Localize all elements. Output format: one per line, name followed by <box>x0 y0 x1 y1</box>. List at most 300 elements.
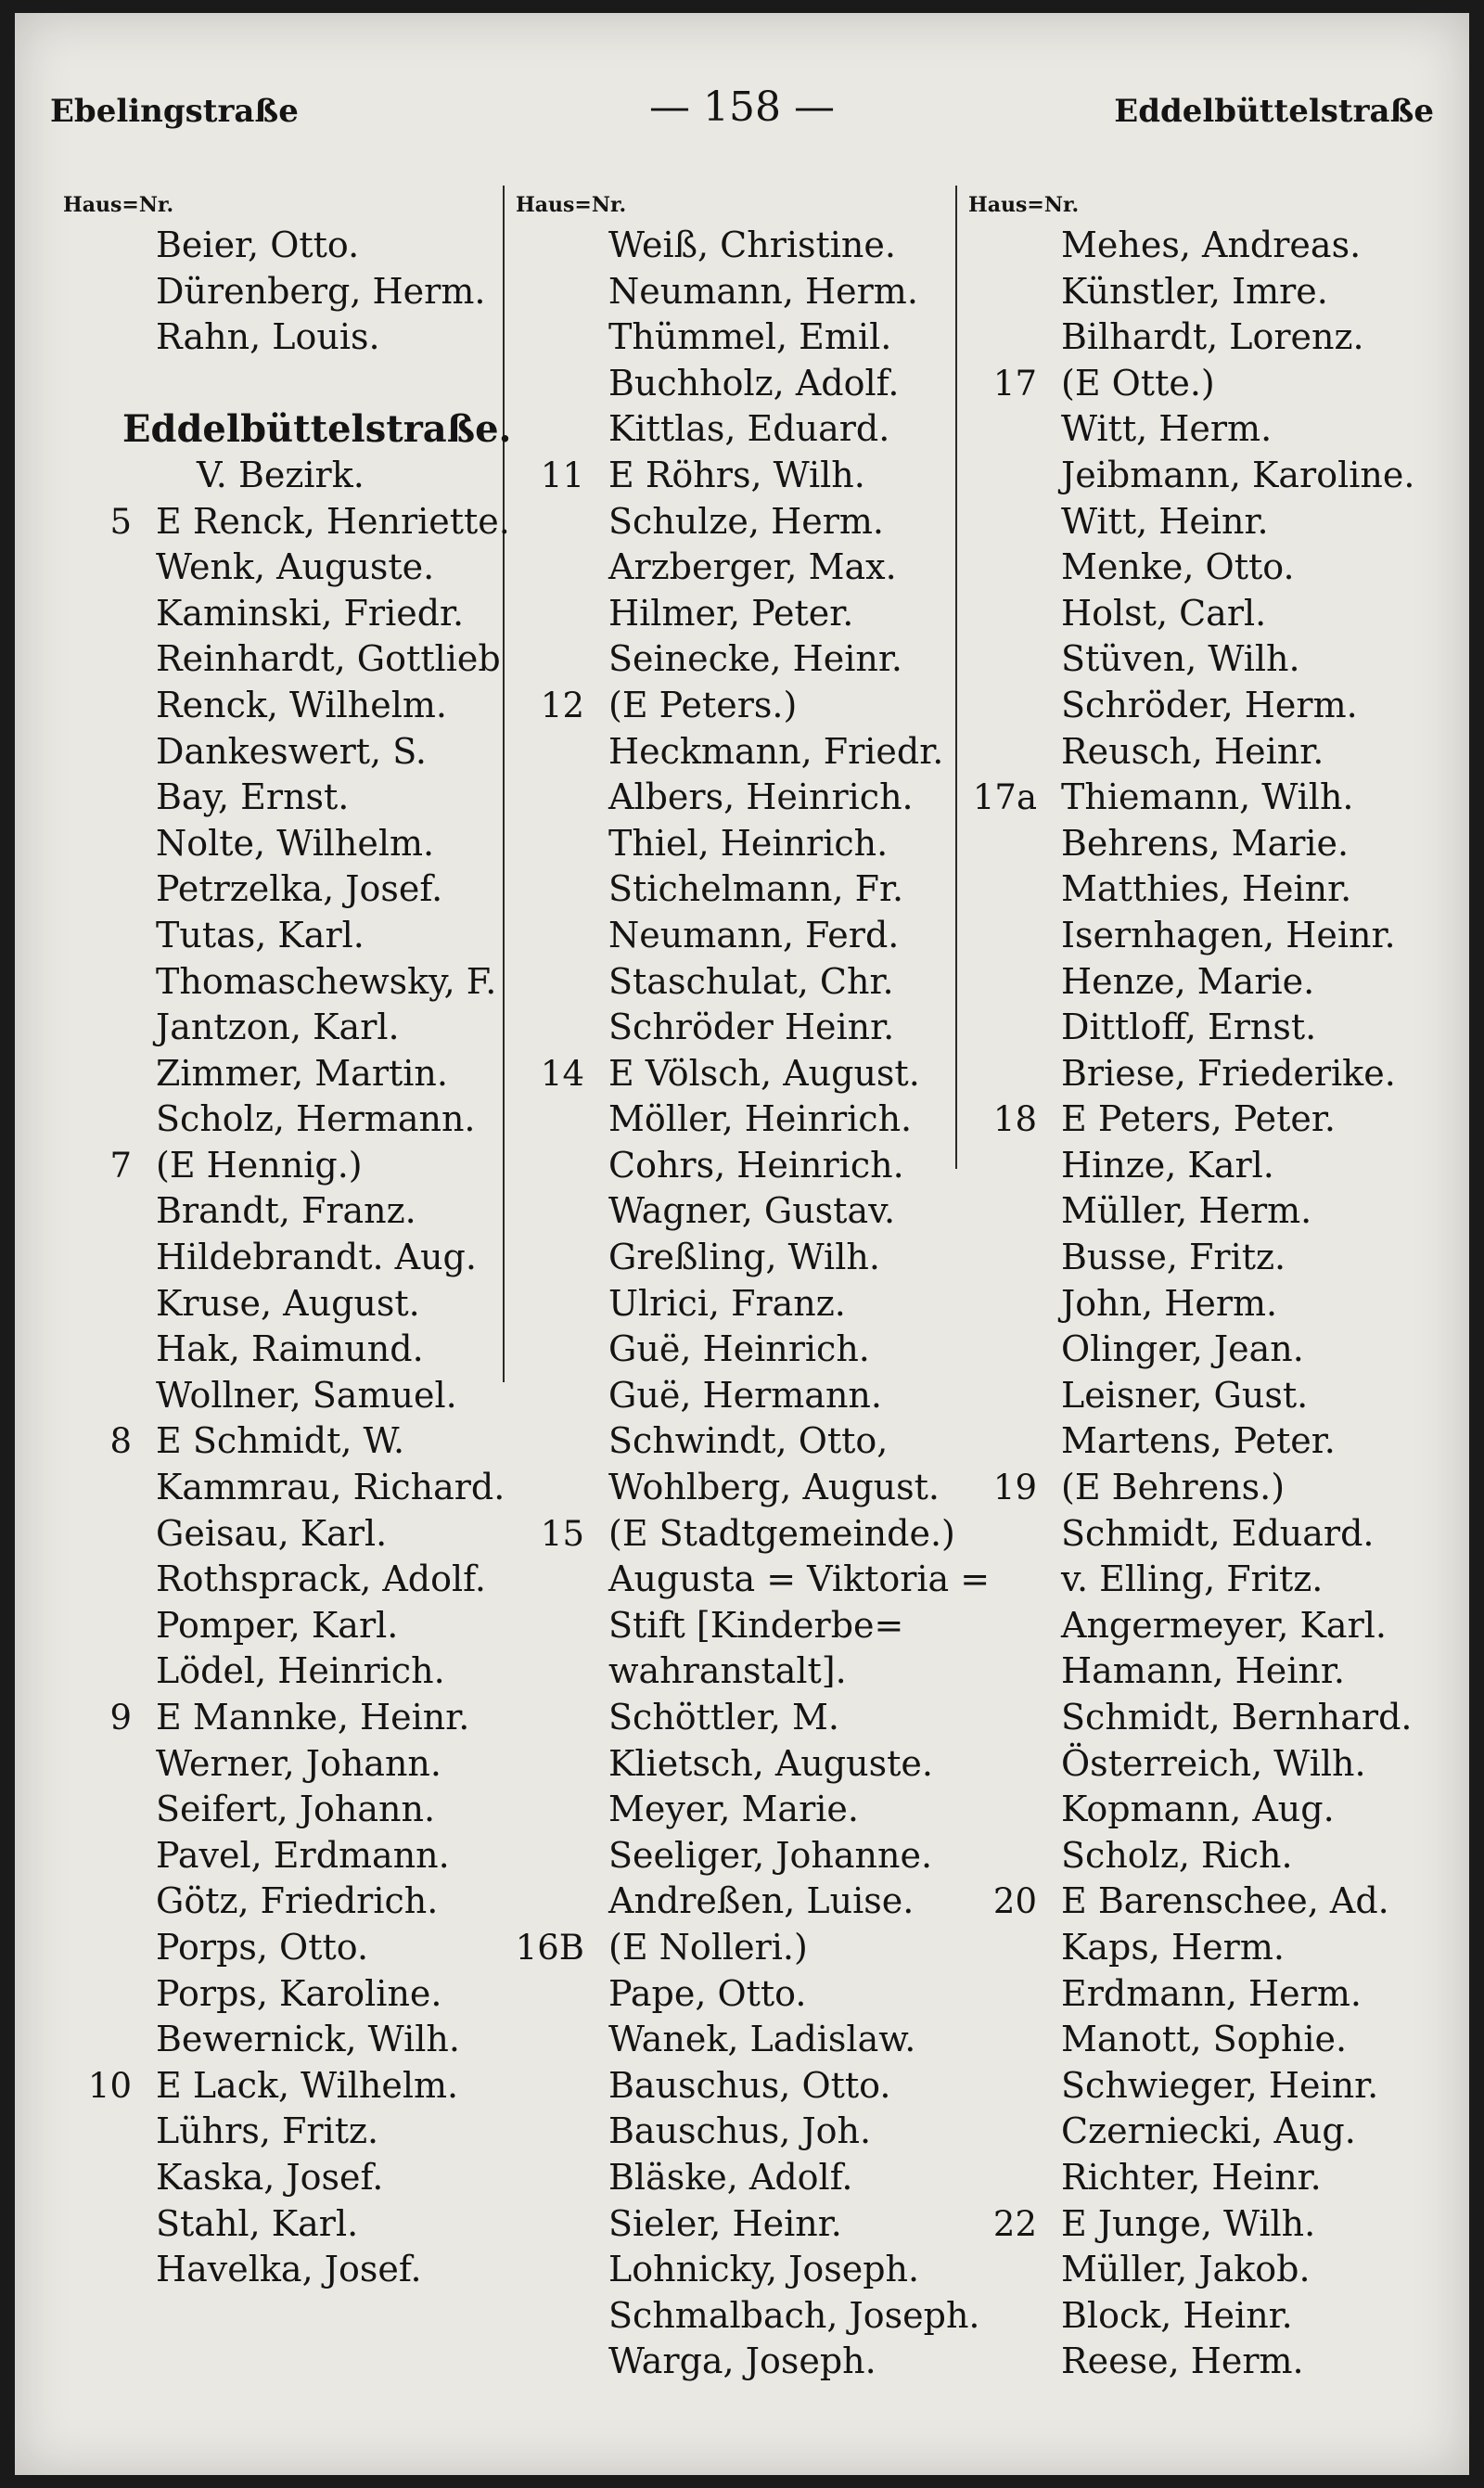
directory-entry <box>957 1005 1439 1051</box>
directory-entry <box>505 1879 959 1925</box>
directory-entry <box>52 1695 506 1741</box>
resident-name: Meyer, Marie. <box>608 1789 859 1830</box>
resident-name: E Mannke, Heinr. <box>156 1697 470 1738</box>
resident-name: Kopmann, Aug. <box>1061 1789 1335 1830</box>
directory-entry <box>52 1925 506 1971</box>
directory-page <box>15 13 1469 2475</box>
resident-name: Tutas, Karl. <box>156 914 365 955</box>
resident-name: Witt, Herm. <box>1061 408 1273 450</box>
directory-entry <box>505 1833 959 1879</box>
resident-name: Porps, Otto. <box>156 1926 369 1968</box>
resident-name: Block, Heinr. <box>1061 2294 1293 2336</box>
directory-entry <box>957 1465 1439 1511</box>
directory-entry <box>52 913 506 959</box>
directory-entry <box>957 2247 1439 2293</box>
directory-entry <box>505 775 959 821</box>
directory-entry <box>957 683 1439 729</box>
directory-entry <box>52 1281 506 1327</box>
street-heading <box>52 406 512 453</box>
house-number: 16B <box>515 1927 584 1968</box>
house-number: 10 <box>87 2065 132 2106</box>
directory-entry <box>52 821 506 867</box>
resident-name: Richter, Heinr. <box>1061 2156 1322 2198</box>
resident-name: Dürenberg, Herm. <box>156 270 486 312</box>
resident-name: E Junge, Wilh. <box>1061 2202 1316 2244</box>
resident-name: Mehes, Andreas. <box>1061 224 1362 265</box>
directory-entry <box>52 2247 506 2293</box>
resident-name: Klietsch, Auguste. <box>608 1742 933 1784</box>
house-number: 20 <box>992 1881 1037 1922</box>
directory-entry <box>52 1005 506 1051</box>
directory-entry <box>52 314 506 361</box>
directory-entry <box>505 1327 959 1373</box>
resident-name: Renck, Wilhelm. <box>156 684 447 725</box>
directory-entry <box>957 1603 1439 1649</box>
house-number: 19 <box>992 1468 1037 1508</box>
resident-name: Wenk, Auguste. <box>156 546 435 588</box>
resident-name: Guë, Hermann. <box>608 1374 882 1416</box>
directory-entry <box>505 1603 959 1649</box>
resident-name: Neumann, Ferd. <box>608 914 900 955</box>
resident-name: Wollner, Samuel. <box>156 1374 457 1416</box>
resident-name: (E Nolleri.) <box>608 1926 808 1968</box>
directory-entry <box>52 1051 506 1097</box>
directory-entry <box>52 1971 506 2018</box>
directory-entry <box>505 1787 959 1833</box>
resident-name: Matthies, Heinr. <box>1061 868 1352 910</box>
directory-entry <box>505 1741 959 1788</box>
house-number: 11 <box>540 455 584 495</box>
directory-entry <box>957 1879 1439 1925</box>
directory-entry <box>52 1648 506 1695</box>
directory-entry <box>505 2063 959 2110</box>
district-label <box>52 453 506 499</box>
resident-name: Greßling, Wilh. <box>608 1237 880 1278</box>
directory-entry <box>52 1741 506 1788</box>
directory-entry <box>505 1971 959 2018</box>
directory-entry <box>957 1695 1439 1741</box>
resident-name: Beier, Otto. <box>156 224 360 265</box>
resident-name: Thiemann, Wilh. <box>1061 776 1354 818</box>
directory-entry <box>957 1787 1439 1833</box>
right-street-header: Eddelbüttelstraße <box>1114 93 1434 130</box>
directory-entry <box>957 453 1439 499</box>
resident-name: Thümmel, Emil. <box>608 316 892 358</box>
directory-entry <box>52 1188 506 1235</box>
directory-entry <box>957 223 1439 269</box>
resident-name: Martens, Peter. <box>1061 1420 1336 1462</box>
resident-name: Czerniecki, Aug. <box>1061 2110 1356 2152</box>
directory-entry <box>505 545 959 591</box>
directory-entry <box>505 1188 959 1235</box>
resident-name: (E Otte.) <box>1061 362 1215 404</box>
directory-entry <box>505 1373 959 1419</box>
directory-entry <box>52 729 506 776</box>
resident-name: Angermeyer, Karl. <box>1061 1604 1387 1646</box>
directory-entry <box>957 2293 1439 2340</box>
resident-name: Brandt, Franz. <box>156 1190 416 1232</box>
house-number-column-label: Haus=Nr. <box>968 193 1080 217</box>
directory-entry <box>52 2201 506 2248</box>
resident-name: Schröder Heinr. <box>608 1007 895 1048</box>
resident-name: Staschulat, Chr. <box>608 960 894 1002</box>
resident-name: Götz, Friedrich. <box>156 1880 439 1922</box>
directory-entry <box>505 1925 959 1971</box>
resident-name: Dankeswert, S. <box>156 730 427 772</box>
resident-name: Reese, Herm. <box>1061 2341 1304 2382</box>
resident-name: Schmidt, Bernhard. <box>1061 1697 1413 1738</box>
resident-name: Möller, Heinrich. <box>608 1098 913 1140</box>
house-number: 22 <box>992 2203 1037 2244</box>
directory-entry <box>505 269 959 315</box>
resident-name: E Röhrs, Wilh. <box>608 454 865 495</box>
directory-entry <box>957 314 1439 361</box>
resident-name: E Lack, Wilhelm. <box>156 2064 459 2106</box>
directory-entry <box>52 1143 506 1189</box>
resident-name: Busse, Fritz. <box>1061 1237 1286 1278</box>
resident-name: v. Elling, Fritz. <box>1061 1558 1324 1600</box>
directory-entry <box>52 1879 506 1925</box>
directory-entry <box>505 1418 959 1465</box>
directory-entry <box>505 729 959 776</box>
directory-entry <box>957 2017 1439 2063</box>
resident-name: Hamann, Heinr. <box>1061 1650 1345 1692</box>
resident-name: wahranstalt]. <box>608 1650 847 1692</box>
house-number: 7 <box>109 1145 132 1186</box>
resident-name: Olinger, Jean. <box>1061 1328 1304 1370</box>
directory-entry <box>957 913 1439 959</box>
resident-name: Porps, Karoline. <box>156 1972 442 2014</box>
directory-entry <box>505 453 959 499</box>
resident-name: E Völsch, August. <box>608 1052 920 1094</box>
resident-name: Bauschus, Joh. <box>608 2110 872 2152</box>
resident-name: Neumann, Herm. <box>608 270 918 312</box>
resident-name: Kittlas, Eduard. <box>608 408 890 450</box>
directory-entry <box>52 545 506 591</box>
resident-name: Behrens, Marie. <box>1061 822 1350 864</box>
directory-entry <box>957 545 1439 591</box>
resident-name: Zimmer, Martin. <box>156 1052 448 1094</box>
house-number-column-label: Haus=Nr. <box>516 193 627 217</box>
directory-entry <box>52 636 506 683</box>
resident-name: John, Herm. <box>1061 1282 1278 1324</box>
directory-entry <box>505 223 959 269</box>
directory-entry <box>957 1511 1439 1558</box>
directory-entry <box>52 1373 506 1419</box>
directory-entry <box>505 866 959 913</box>
directory-entry <box>505 683 959 729</box>
resident-name: Augusta = Viktoria = <box>608 1558 991 1600</box>
resident-name: Kruse, August. <box>156 1282 420 1324</box>
resident-name: Henze, Marie. <box>1061 960 1315 1002</box>
resident-name: Künstler, Imre. <box>1061 270 1328 312</box>
resident-name: Havelka, Josef. <box>156 2249 422 2290</box>
directory-entry <box>505 1648 959 1695</box>
resident-name: Holst, Carl. <box>1061 592 1267 634</box>
resident-name: Jantzon, Karl. <box>156 1007 400 1048</box>
directory-entry <box>52 1418 506 1465</box>
page-number: — 158 — <box>649 83 835 131</box>
resident-name: Geisau, Karl. <box>156 1512 388 1554</box>
house-number: 17 <box>992 363 1037 404</box>
resident-name: Andreßen, Luise. <box>608 1880 915 1922</box>
resident-name: Schmidt, Eduard. <box>1061 1512 1375 1554</box>
house-number: 12 <box>540 685 584 725</box>
resident-name: Reusch, Heinr. <box>1061 730 1324 772</box>
directory-entry <box>52 1603 506 1649</box>
resident-name: Pavel, Erdmann. <box>156 1834 450 1876</box>
resident-name: Menke, Otto. <box>1061 546 1295 588</box>
directory-entry <box>957 1418 1439 1465</box>
house-number: 8 <box>109 1421 132 1462</box>
resident-name: Seinecke, Heinr. <box>608 638 902 680</box>
directory-entry <box>505 1097 959 1143</box>
resident-name: V. Bezirk. <box>197 454 365 495</box>
resident-name: Heckmann, Friedr. <box>608 730 944 772</box>
resident-name: Arzberger, Max. <box>608 546 897 588</box>
resident-name: Kaminski, Friedr. <box>156 592 465 634</box>
resident-name: (E Hennig.) <box>156 1144 363 1186</box>
directory-entry <box>52 866 506 913</box>
directory-entry <box>505 821 959 867</box>
resident-name: Seeliger, Johanne. <box>608 1834 933 1876</box>
resident-name: E Renck, Henriette. <box>156 500 510 542</box>
directory-entry <box>52 1787 506 1833</box>
resident-name: Wanek, Ladislaw. <box>608 2019 916 2060</box>
house-number-column-label: Haus=Nr. <box>63 193 174 217</box>
directory-entry <box>52 361 506 407</box>
running-head <box>15 83 1469 132</box>
resident-name: Bewernick, Wilh. <box>156 2019 460 2060</box>
directory-entry <box>505 499 959 545</box>
resident-name: Albers, Heinrich. <box>608 776 914 818</box>
resident-name: Hilmer, Peter. <box>608 592 854 634</box>
resident-name: Bay, Ernst. <box>156 776 350 818</box>
resident-name: Bauschus, Otto. <box>608 2064 891 2106</box>
resident-name: Petrzelka, Josef. <box>156 868 443 910</box>
directory-entry <box>52 683 506 729</box>
directory-entry <box>505 591 959 637</box>
directory-entry <box>505 1465 959 1511</box>
directory-entry <box>505 314 959 361</box>
resident-name: Thomaschewsky, F. <box>156 960 497 1002</box>
directory-entry <box>52 959 506 1006</box>
resident-name: (E Stadtgemeinde.) <box>608 1512 955 1554</box>
directory-entry <box>957 1373 1439 1419</box>
resident-name: Buchholz, Adolf. <box>608 362 900 404</box>
resident-name: Schwindt, Otto, <box>608 1420 889 1462</box>
resident-name: Lohnicky, Joseph. <box>608 2249 920 2290</box>
directory-entry <box>505 636 959 683</box>
directory-entry <box>505 1235 959 1281</box>
resident-name: E Barenschee, Ad. <box>1061 1880 1389 1922</box>
directory-entry <box>505 2247 959 2293</box>
resident-name: Cohrs, Heinrich. <box>608 1144 904 1186</box>
directory-entry <box>957 591 1439 637</box>
directory-entry <box>505 1051 959 1097</box>
directory-entry <box>52 1235 506 1281</box>
directory-entry <box>52 2109 506 2155</box>
resident-name: Wohlberg, August. <box>608 1467 940 1508</box>
directory-entry <box>957 361 1439 407</box>
directory-entry <box>52 2063 506 2110</box>
resident-name: Schröder, Herm. <box>1061 684 1358 725</box>
resident-name: Bläske, Adolf. <box>608 2156 853 2198</box>
directory-entry <box>505 1511 959 1558</box>
resident-name: Ulrici, Franz. <box>608 1282 846 1324</box>
resident-name: Witt, Heinr. <box>1061 500 1269 542</box>
directory-entry <box>52 1465 506 1511</box>
directory-entry <box>52 2155 506 2201</box>
directory-entry <box>957 729 1439 776</box>
directory-entry <box>957 866 1439 913</box>
resident-name: Kammrau, Richard. <box>156 1467 505 1508</box>
directory-entry <box>957 499 1439 545</box>
resident-name: Bilhardt, Lorenz. <box>1061 316 1364 358</box>
directory-entry <box>505 1557 991 1603</box>
directory-entry <box>505 2339 959 2385</box>
resident-name: Schulze, Herm. <box>608 500 884 542</box>
directory-entry <box>505 361 959 407</box>
resident-name: Rothsprack, Adolf. <box>156 1558 486 1600</box>
directory-entry <box>52 223 506 269</box>
resident-name: E Peters, Peter. <box>1061 1098 1336 1140</box>
resident-name: Hak, Raimund. <box>156 1328 424 1370</box>
directory-entry <box>957 1235 1439 1281</box>
resident-name: Leisner, Gust. <box>1061 1374 1309 1416</box>
directory-entry <box>505 913 959 959</box>
directory-entry <box>957 959 1439 1006</box>
resident-name: Müller, Jakob. <box>1061 2249 1311 2290</box>
resident-name: Stichelmann, Fr. <box>608 868 904 910</box>
resident-name: Reinhardt, Gottlieb <box>156 638 501 680</box>
directory-entry <box>957 775 1439 821</box>
directory-entry <box>505 2201 959 2248</box>
resident-name: Scholz, Rich. <box>1061 1834 1293 1876</box>
directory-entry <box>52 775 506 821</box>
directory-entry <box>957 1051 1439 1097</box>
directory-entry <box>957 1188 1439 1235</box>
resident-name: Isernhagen, Heinr. <box>1061 914 1396 955</box>
resident-name: Guë, Heinrich. <box>608 1328 870 1370</box>
directory-entry <box>957 1097 1439 1143</box>
directory-entry <box>957 1557 1439 1603</box>
resident-name: Hinze, Karl. <box>1061 1144 1274 1186</box>
directory-entry <box>52 2017 506 2063</box>
directory-entry <box>505 1281 959 1327</box>
resident-name: Lödel, Heinrich. <box>156 1650 445 1692</box>
resident-name: Seifert, Johann. <box>156 1789 436 1830</box>
house-number: 5 <box>109 501 132 542</box>
directory-entry <box>505 2017 959 2063</box>
left-street-header: Ebelingstraße <box>50 93 299 130</box>
resident-name: Stüven, Wilh. <box>1061 638 1300 680</box>
house-number: 17a <box>972 777 1037 818</box>
house-number: 15 <box>540 1513 584 1554</box>
resident-name: (E Behrens.) <box>1061 1467 1286 1508</box>
resident-name: Warga, Joseph. <box>608 2341 876 2382</box>
directory-entry <box>957 1648 1439 1695</box>
resident-name: Müller, Herm. <box>1061 1190 1312 1232</box>
resident-name: Werner, Johann. <box>156 1742 441 1784</box>
resident-name: Sieler, Heinr. <box>608 2202 842 2244</box>
directory-entry <box>505 1143 959 1189</box>
resident-name: Kaps, Herm. <box>1061 1926 1285 1968</box>
resident-name: Thiel, Heinrich. <box>608 822 889 864</box>
directory-entry <box>957 406 1439 453</box>
directory-entry <box>52 1327 506 1373</box>
resident-name: Manott, Sophie. <box>1061 2019 1348 2060</box>
resident-name: Schmalbach, Joseph. <box>608 2294 980 2336</box>
house-number: 18 <box>992 1099 1037 1140</box>
directory-entry <box>52 1833 506 1879</box>
resident-name: Stahl, Karl. <box>156 2202 359 2244</box>
directory-entry <box>52 269 506 315</box>
resident-name: Nolte, Wilhelm. <box>156 822 435 864</box>
resident-name: Österreich, Wilh. <box>1061 1742 1366 1784</box>
directory-entry <box>505 1005 959 1051</box>
resident-name: Hildebrandt. Aug. <box>156 1237 477 1278</box>
resident-name: Briese, Friederike. <box>1061 1052 1396 1094</box>
directory-entry <box>957 2155 1439 2201</box>
resident-name: E Schmidt, W. <box>156 1420 405 1462</box>
directory-entry <box>505 2109 959 2155</box>
resident-name: Dittloff, Ernst. <box>1061 1007 1317 1048</box>
column-1 <box>52 187 512 2293</box>
column-2 <box>505 187 991 2385</box>
directory-entry <box>957 1971 1439 2018</box>
resident-name: Rahn, Louis. <box>156 316 380 358</box>
directory-entry <box>52 1097 506 1143</box>
resident-name: Stift [Kinderbe= <box>608 1604 904 1646</box>
house-number: 9 <box>109 1698 132 1738</box>
directory-entry <box>957 2339 1439 2385</box>
resident-name: Pape, Otto. <box>608 1972 807 2014</box>
directory-entry <box>957 1327 1439 1373</box>
resident-name: Weiß, Christine. <box>608 224 896 265</box>
directory-entry <box>505 959 959 1006</box>
directory-entry <box>957 2201 1439 2248</box>
resident-name: Scholz, Hermann. <box>156 1098 476 1140</box>
directory-entry <box>957 1741 1439 1788</box>
resident-name: Schöttler, M. <box>608 1697 839 1738</box>
directory-entry <box>957 1143 1439 1189</box>
directory-entry <box>957 821 1439 867</box>
directory-entry <box>957 1833 1439 1879</box>
directory-entry <box>52 1557 506 1603</box>
directory-entry <box>505 2293 980 2340</box>
resident-name: Wagner, Gustav. <box>608 1190 896 1232</box>
house-number: 14 <box>540 1053 584 1094</box>
resident-name: Jeibmann, Karoline. <box>1061 454 1415 495</box>
directory-entry <box>505 406 959 453</box>
resident-name: Erdmann, Herm. <box>1061 1972 1362 2014</box>
resident-name: Eddelbüttelstraße. <box>122 407 512 452</box>
column-3 <box>957 187 1439 2385</box>
directory-entry <box>52 499 510 545</box>
directory-entry <box>957 2109 1439 2155</box>
directory-entry <box>957 269 1439 315</box>
resident-name: Schwieger, Heinr. <box>1061 2064 1379 2106</box>
directory-entry <box>52 1511 506 1558</box>
resident-name: Kaska, Josef. <box>156 2156 384 2198</box>
directory-entry <box>505 1695 959 1741</box>
resident-name: (E Peters.) <box>608 684 798 725</box>
directory-entry <box>505 2155 959 2201</box>
directory-entry <box>957 2063 1439 2110</box>
resident-name: Lührs, Fritz. <box>156 2110 379 2152</box>
directory-entry <box>957 1281 1439 1327</box>
